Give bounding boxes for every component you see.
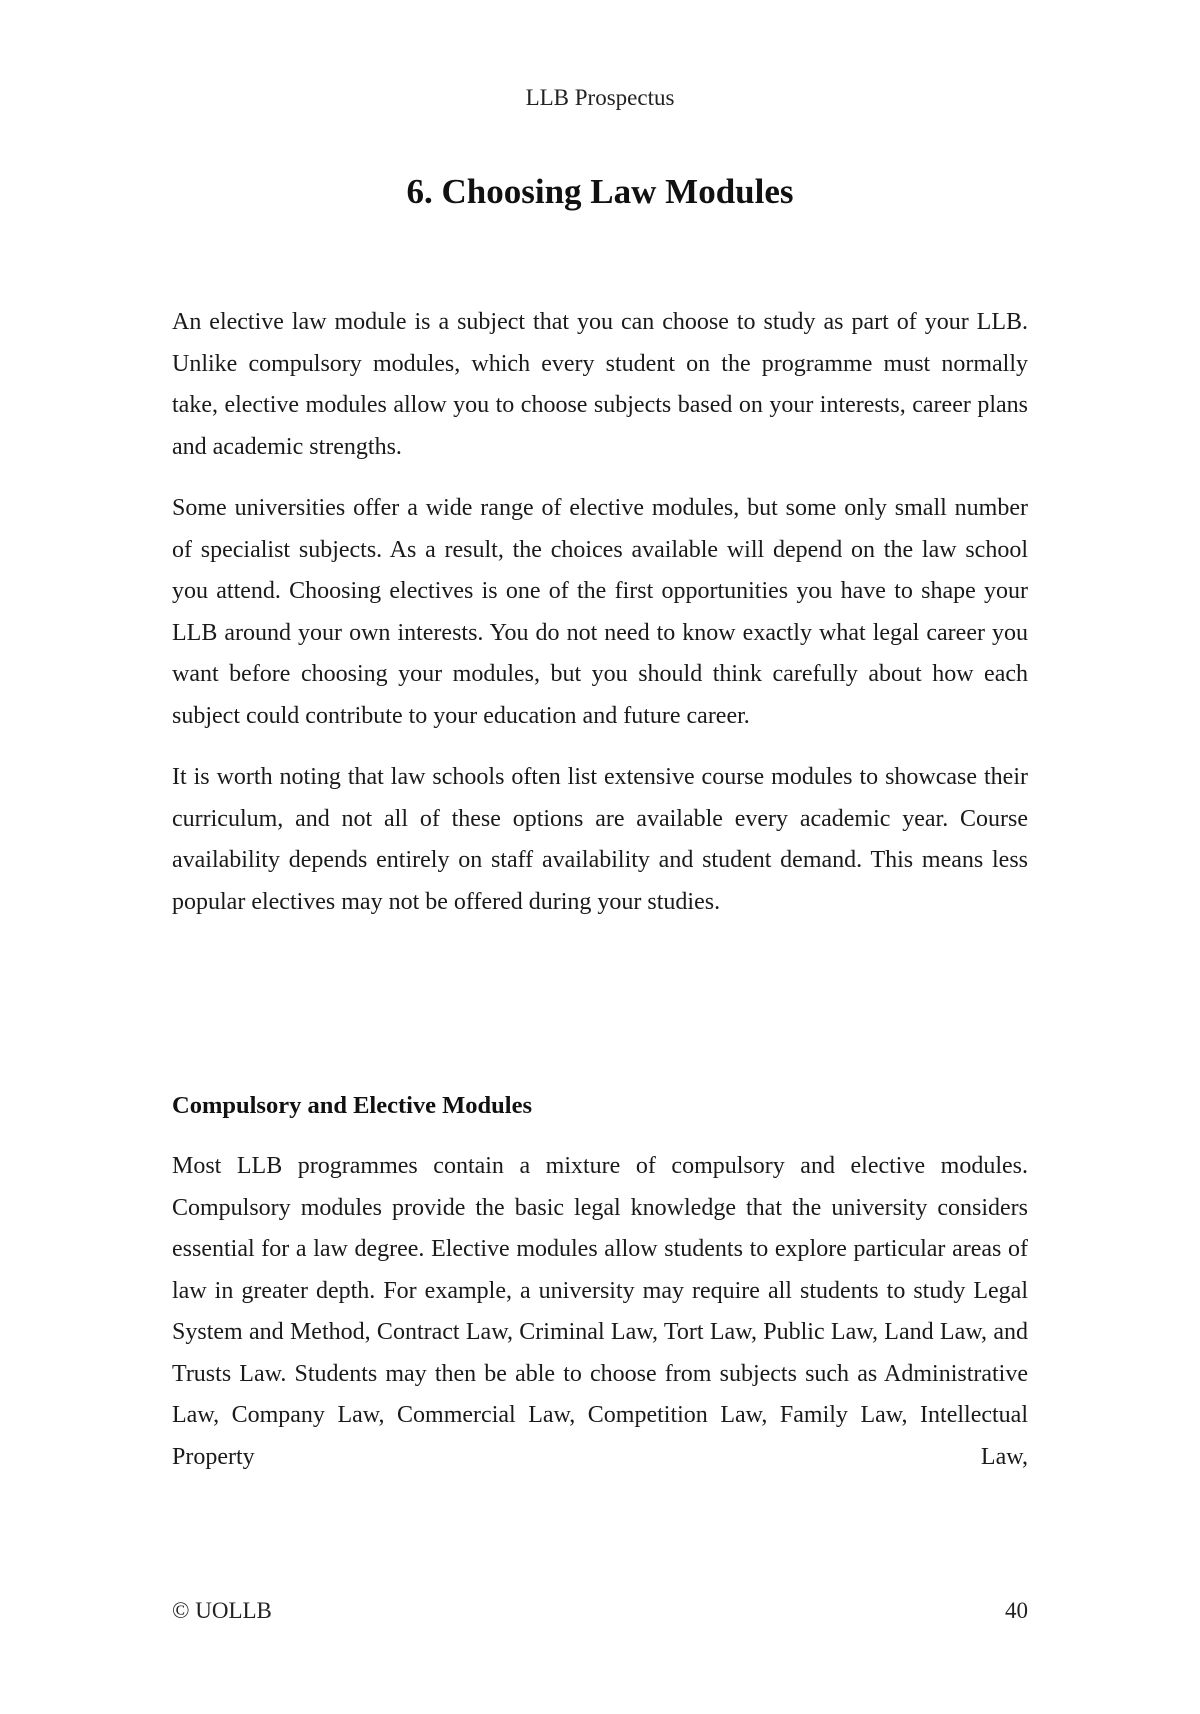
section-heading: Compulsory and Elective Modules — [172, 1092, 533, 1119]
section-paragraph-1: Most LLB programmes contain a mixture of compulsory and elective modules. Compulsory modules provide the basic legal knowledge that the university considers essential for a law degree. Elective modules allow students to explore particular areas of law in greater depth. For example, a university may require all students to study Legal System and Method, Contract Law, Criminal Law, Tort Law, Public Law, Land Law, and Trusts Law. Students may then be able to choose from subjects such as Administrative Law, Company Law, Commercial Law, Competition Law, Family Law, Intellectual Property Law, — [172, 1153, 1028, 1470]
intro-paragraph-2: Some universities offer a wide range of elective modules, but some only small number of specialist subjects. As a result, the choices available will depend on the law school you attend. Choosing electives is one of the first opportunities you have to shape your LLB around your own interests. You do not need to know exactly what legal career you want before choosing your modules, but you should think carefully about how each subject could contribute to your education and future career. — [172, 495, 1028, 729]
intro-section — [172, 302, 1028, 943]
intro-paragraph-1: An elective law module is a subject that you can choose to study as part of your LLB. Unlike compulsory modules, which every student on the programme must normally take, elective modules allow you to choose subjects based on your interests, career plans and academic strengths. — [172, 309, 1028, 460]
chapter-title: 6. Choosing Law Modules — [406, 172, 794, 211]
modules-section — [172, 1085, 1028, 1498]
page-number: 40 — [1005, 1598, 1028, 1623]
intro-paragraph-3: It is worth noting that law schools often list extensive course modules to showcase their curriculum, and not all of these options are available every academic year. Course availability depends entirely on staff availability and student demand. This means less popular electives may not be offered during your studies. — [172, 764, 1028, 915]
copyright-notice: © UOLLB — [172, 1598, 272, 1623]
running-header: LLB Prospectus — [525, 85, 675, 110]
